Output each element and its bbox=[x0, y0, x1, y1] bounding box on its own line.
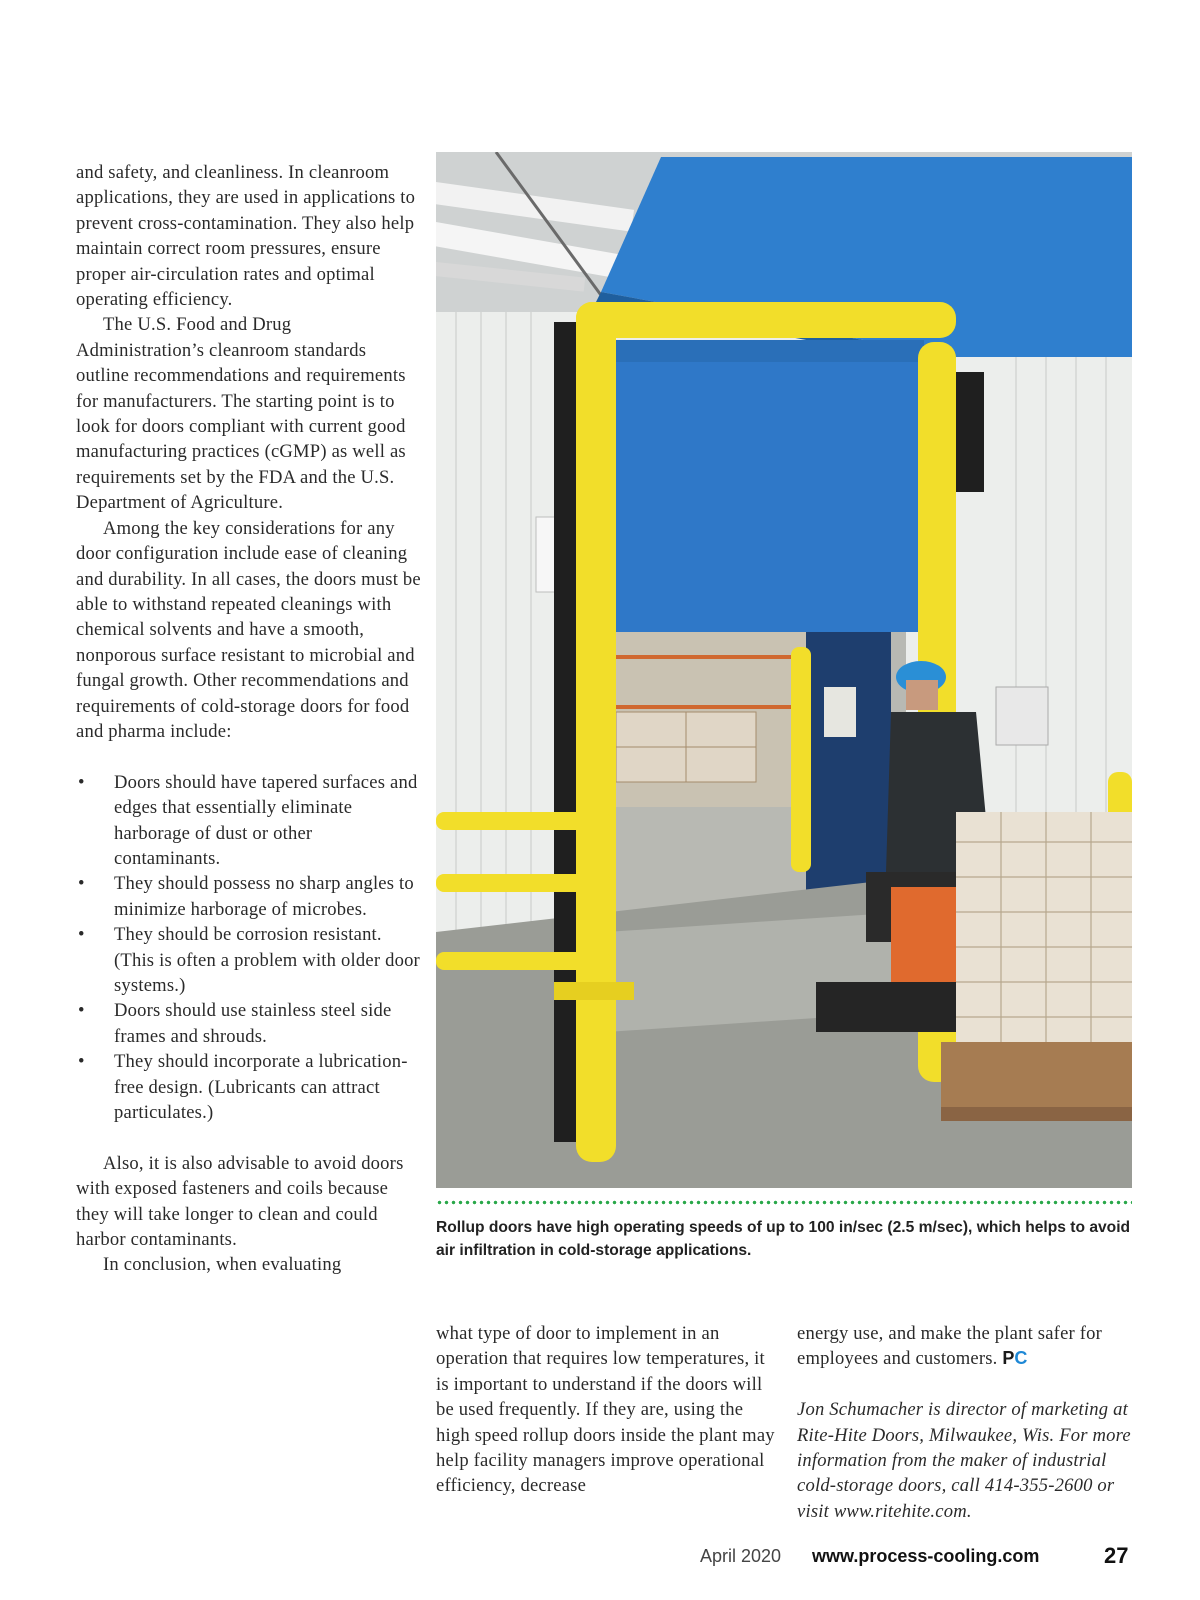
list-item-text: Doors should use stainless steel side frames and shrouds. bbox=[114, 1000, 392, 1047]
requirements-list bbox=[76, 770, 421, 1126]
list-item-text: They should be corrosion resistant. (This is often a problem with older door systems.) bbox=[114, 924, 420, 996]
caption-divider bbox=[436, 1200, 1132, 1205]
issue-date: April 2020 bbox=[700, 1546, 782, 1566]
list-item-text: Doors should have tapered surfaces and edges that essentially eliminate harborage of dust or other contaminants. bbox=[114, 771, 418, 869]
figure-caption: Rollup doors have high operating speeds of up to 100 in/sec (2.5 m/sec), which helps to avoid air infiltration in cold-storage applications. bbox=[436, 1219, 1131, 1259]
body-paragraph: and safety, and cleanliness. In cleanroom applications, they are used in applications to prevent cross-contamination. They also help maintain correct room pressures, ensure proper air-circulation rates and optimal operating efficiency. bbox=[76, 162, 416, 311]
list-item-text: They should possess no sharp angles to minimize harborage of microbes. bbox=[114, 873, 414, 920]
page-footer bbox=[0, 1543, 1200, 1573]
list-item bbox=[76, 998, 421, 1049]
body-paragraph bbox=[797, 1321, 1142, 1372]
body-paragraph: Among the key considerations for any door configuration include ease of cleaning and durability. In all cases, the doors must be able to withstand repeated cleanings with chemical solvents and have a smooth, nonporous surface resistant to microbial and fungal growth. Other recommendations and requirements of cold-storage doors for food and pharma include: bbox=[76, 517, 421, 742]
end-mark-logo: PC bbox=[1002, 1348, 1028, 1369]
body-text: energy use, and make the plant safer for employees and customers. bbox=[797, 1323, 1103, 1370]
author-credit: Jon Schumacher is director of marketing at Rite-Hite Doors, Milwaukee, Wis. For more information from the maker of industrial cold-storage doors, call 414-355-2600 or visit www.ritehite.com. bbox=[797, 1399, 1131, 1522]
right-column bbox=[797, 1321, 1142, 1524]
left-column bbox=[76, 160, 421, 1278]
list-item bbox=[76, 770, 421, 872]
body-paragraph: The U.S. Food and Drug Administration’s cleanroom standards outline recommendations and requirements for manufacturers. The starting point is to look for doors compliant with current good manufacturing practices (cGMP) as well as requirements set by the FDA and the U.S. Department of Agriculture. bbox=[76, 314, 406, 514]
bullet-symbol: • bbox=[78, 873, 85, 895]
bullet-symbol: • bbox=[78, 1000, 85, 1022]
list-item bbox=[76, 922, 421, 998]
list-item bbox=[76, 871, 421, 922]
list-item bbox=[76, 1049, 421, 1125]
page-number: 27 bbox=[1104, 1543, 1129, 1568]
rollup-door-photo bbox=[436, 152, 1132, 1188]
list-item-text: They should incorporate a lubrication-free design. (Lubricants can attract particulates.) bbox=[114, 1051, 408, 1124]
bullet-symbol: • bbox=[78, 1051, 85, 1073]
body-paragraph: Also, it is also advisable to avoid doors with exposed fasteners and coils because they will take longer to clean and could harbor contaminants. bbox=[76, 1152, 404, 1251]
photo-illustration bbox=[436, 152, 1132, 1188]
middle-column bbox=[436, 1321, 781, 1499]
bullet-symbol: • bbox=[78, 924, 85, 946]
body-paragraph: In conclusion, when evaluating bbox=[103, 1254, 342, 1276]
body-paragraph: what type of door to implement in an operation that requires low temperatures, it is important to understand if the doors will be used frequently. If they are, using the high speed rollup doors inside the plant may help facility managers improve operational efficiency, decrease bbox=[436, 1323, 775, 1497]
website-link[interactable]: www.process-cooling.com bbox=[812, 1546, 1040, 1566]
bullet-symbol: • bbox=[78, 771, 85, 793]
